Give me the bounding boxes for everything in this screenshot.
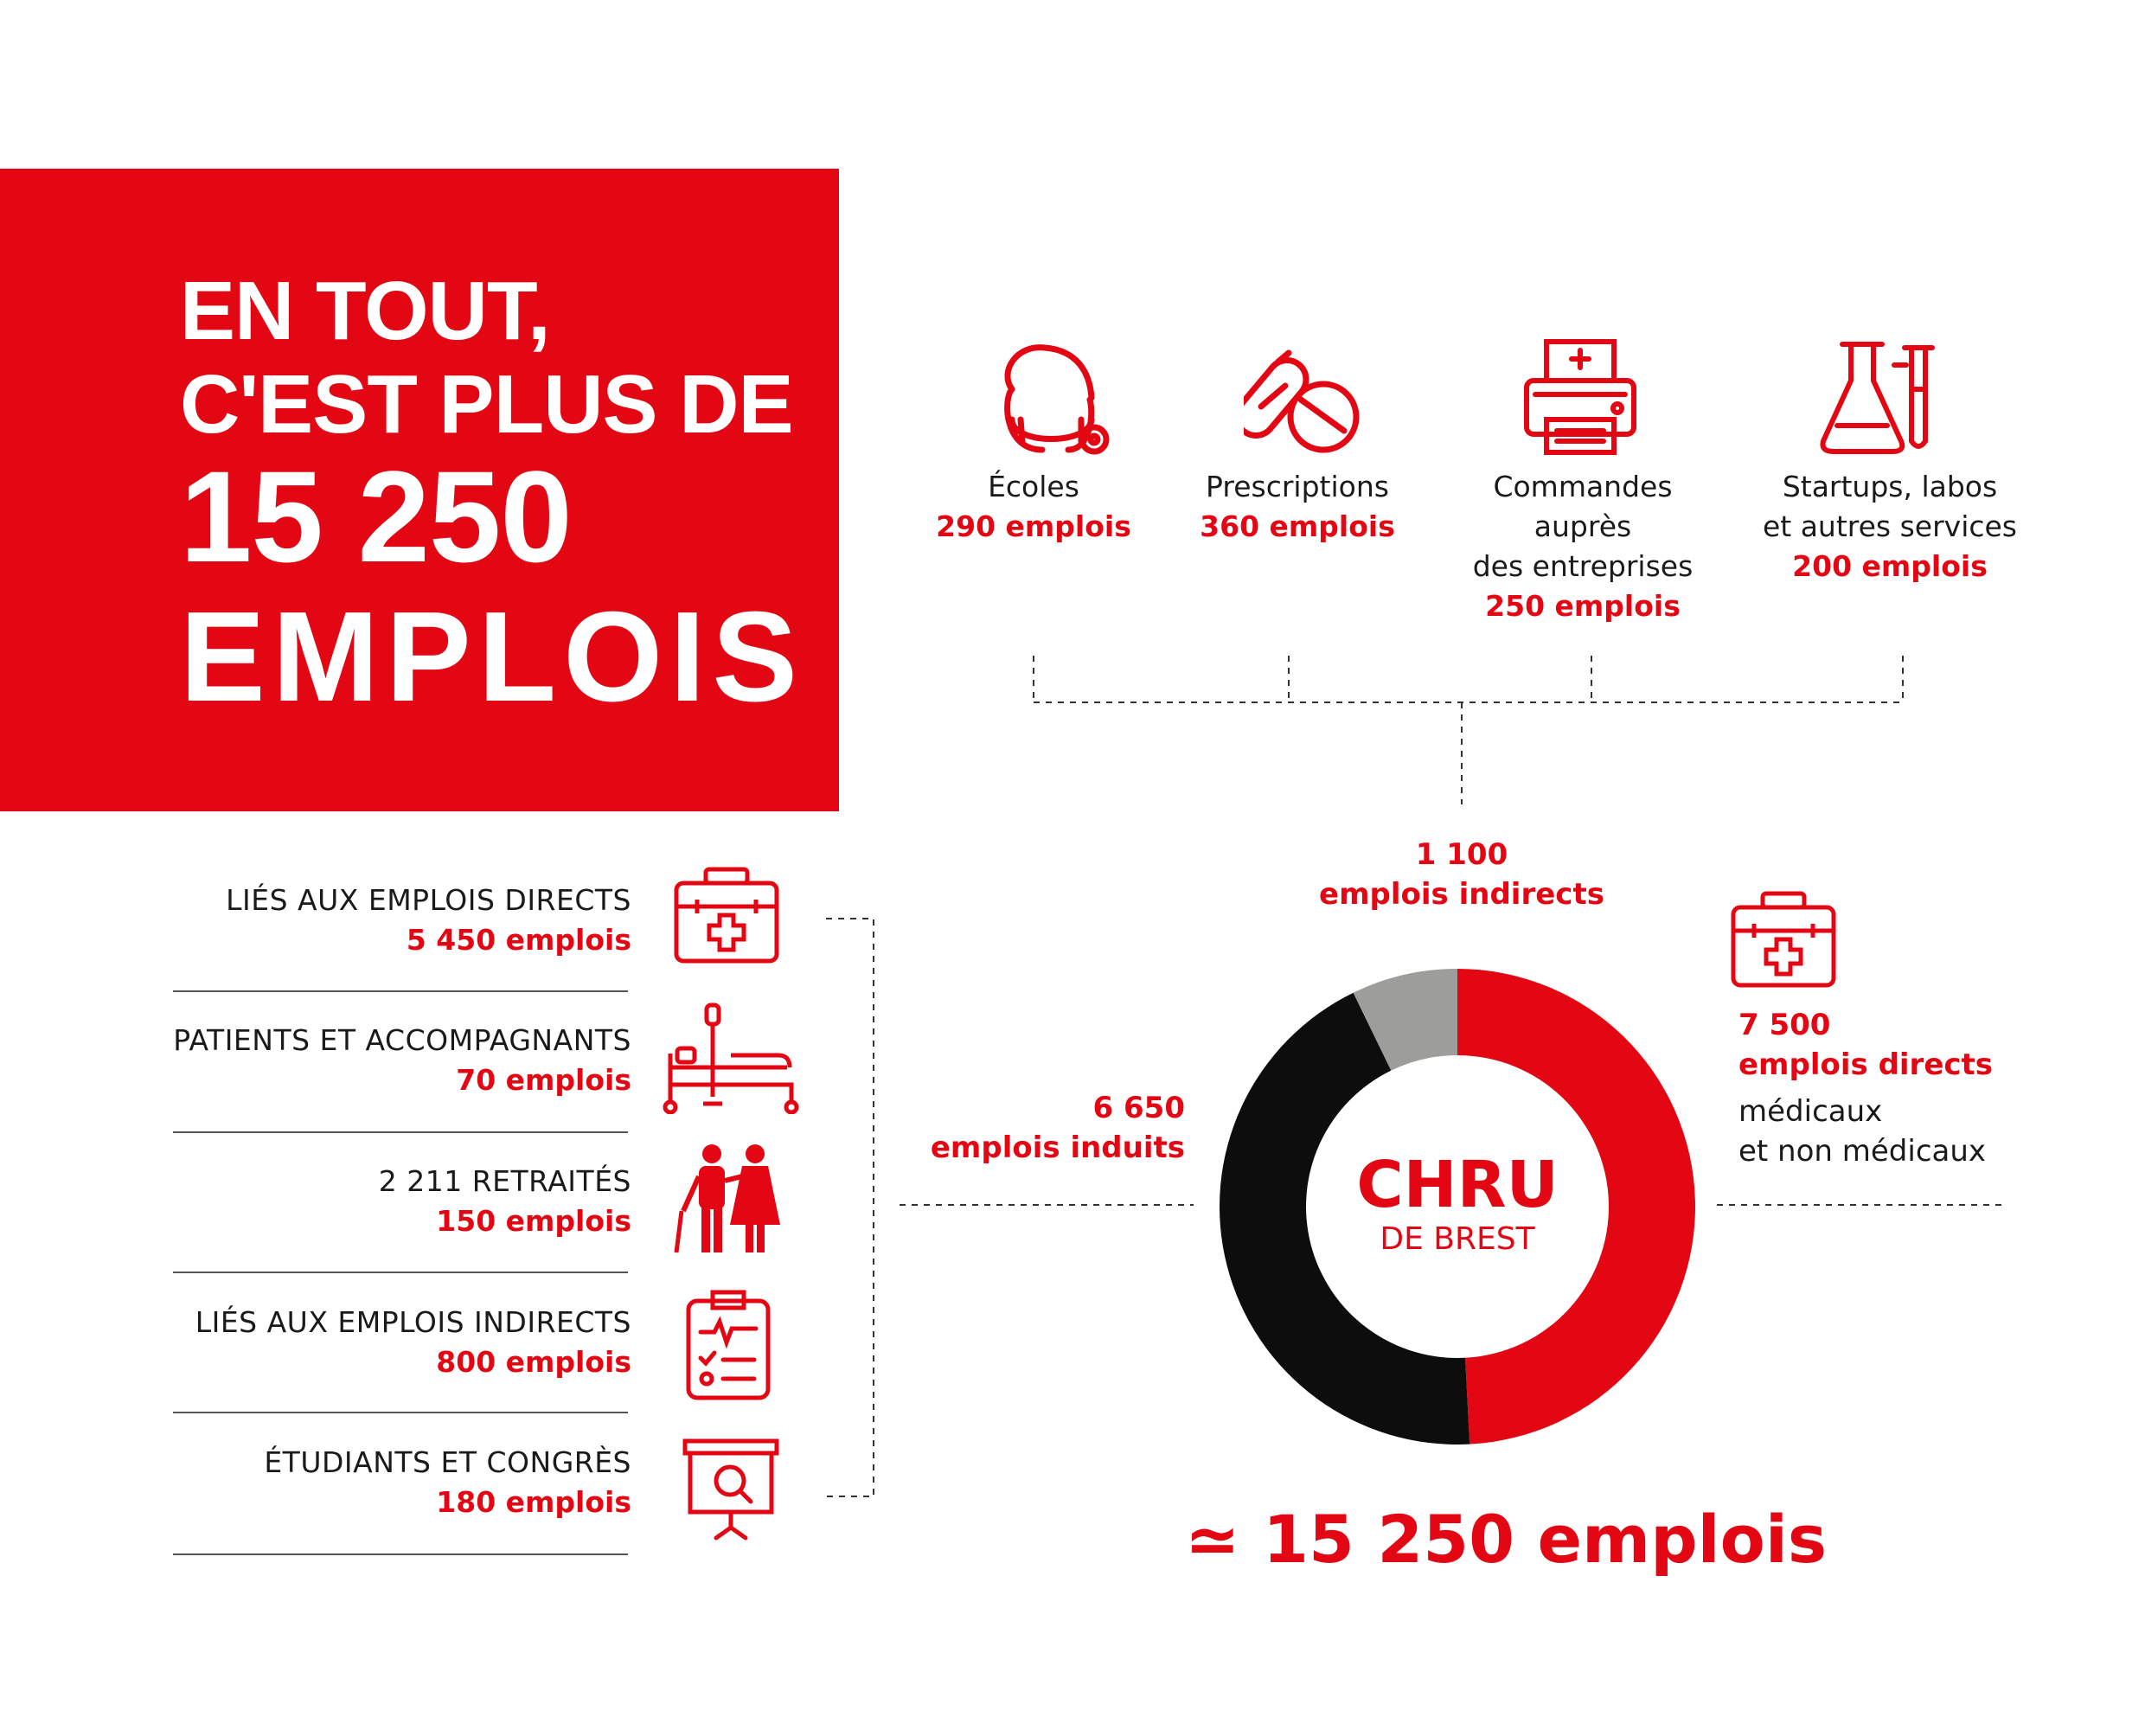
left-value-directs: 5 450 emplois (406, 923, 631, 957)
prescriptions-value: 360 emplois (1200, 509, 1395, 543)
divider (173, 990, 628, 992)
commandes-label-1: Commandes (1493, 470, 1673, 503)
direct-sub-1: médicaux (1738, 1094, 1883, 1129)
elderly-couple-icon (673, 1142, 785, 1254)
direct-label-block (1738, 1005, 2067, 1085)
startups-label-1: Startups, labos (1782, 470, 1998, 503)
divider (173, 1272, 628, 1273)
hero-line-2: C'EST PLUS DE (180, 358, 793, 451)
ecoles-value: 290 emplois (936, 509, 1131, 543)
hospital-bed-icon (662, 1002, 800, 1114)
commandes-label-3: des entreprises (1472, 549, 1694, 583)
left-value-patients: 70 emplois (456, 1063, 631, 1097)
divider (173, 1412, 628, 1413)
commandes-value: 250 emplois (1485, 589, 1681, 623)
medical-kit-icon (673, 865, 780, 964)
left-label-indirects: LIÉS AUX EMPLOIS INDIRECTS (195, 1305, 631, 1339)
left-item-directs (138, 881, 631, 960)
donut-center (1297, 1150, 1617, 1259)
hero-line-1: EN TOUT, (180, 265, 550, 357)
indirect-label-block (1297, 835, 1626, 914)
direct-value: 7 500 (1738, 1008, 1831, 1042)
indirect-label: emplois indirects (1319, 877, 1604, 912)
induced-label-block (917, 1088, 1185, 1168)
approx-symbol: ≃ (1185, 1501, 1240, 1578)
total-jobs (1185, 1501, 1827, 1578)
divider (173, 1553, 628, 1555)
induced-value: 6 650 (1092, 1091, 1185, 1125)
left-label-directs: LIÉS AUX EMPLOIS DIRECTS (226, 883, 631, 917)
hero-number: 15 250 (180, 444, 572, 589)
left-item-indirects (138, 1303, 631, 1382)
hero-emplois: EMPLOIS (180, 586, 805, 728)
left-label-patients: PATIENTS ET ACCOMPAGNANTS (173, 1023, 631, 1057)
left-value-indirects: 800 emplois (436, 1345, 631, 1379)
prescriptions-label: Prescriptions (1206, 470, 1389, 503)
total-value: 15 250 emplois (1263, 1501, 1828, 1578)
direct-sub-block (1738, 1092, 2102, 1171)
left-item-patients (138, 1021, 631, 1100)
direct-label: emplois directs (1738, 1047, 1994, 1082)
center-subtitle: DE BREST (1380, 1221, 1535, 1257)
induced-label: emplois induits (930, 1131, 1185, 1165)
medical-kit-icon (1730, 889, 1837, 989)
left-value-retraites: 150 emplois (436, 1204, 631, 1238)
left-item-etudiants (138, 1443, 631, 1522)
presentation-board-icon (682, 1438, 780, 1541)
ecoles-label: Écoles (988, 470, 1079, 503)
left-value-etudiants: 180 emplois (436, 1485, 631, 1519)
startups-value: 200 emplois (1792, 549, 1988, 583)
center-title: CHRU (1356, 1148, 1559, 1222)
direct-sub-2: et non médicaux (1738, 1134, 1987, 1169)
left-label-retraites: 2 211 RETRAITÉS (378, 1164, 631, 1198)
divider (173, 1131, 628, 1133)
commandes-label-2: auprès (1534, 509, 1632, 543)
startups-label-2: et autres services (1762, 509, 2018, 543)
clipboard-icon (683, 1289, 773, 1401)
indirect-value: 1 100 (1415, 837, 1508, 872)
left-item-retraites (138, 1162, 631, 1241)
left-label-etudiants: ÉTUDIANTS ET CONGRÈS (264, 1445, 631, 1479)
